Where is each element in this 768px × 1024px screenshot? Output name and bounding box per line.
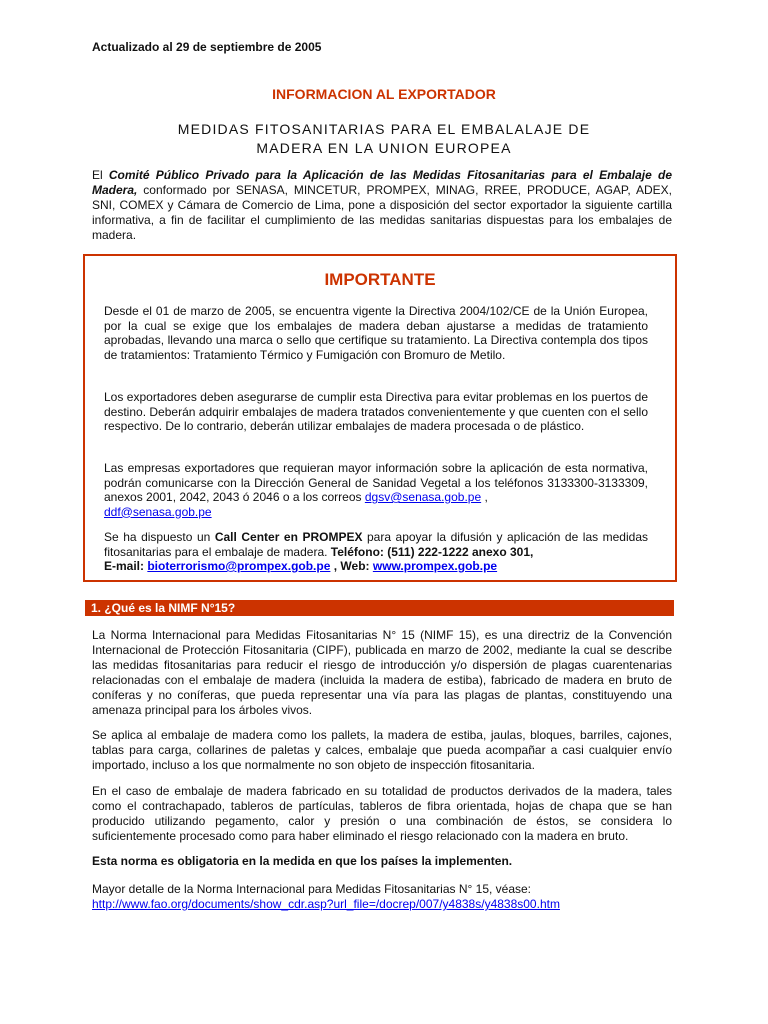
web-label: , Web: xyxy=(330,559,373,573)
subtitle xyxy=(0,120,768,158)
email-separator: , xyxy=(481,490,488,504)
email-link-prompex[interactable]: bioterrorismo@prompex.gob.pe xyxy=(147,559,331,573)
callcenter-phone: Teléfono: (511) 222-1222 anexo 301, xyxy=(330,544,534,559)
section-heading-nimf: 1. ¿Qué es la NIMF N°15? xyxy=(85,600,674,616)
page-title: INFORMACION AL EXPORTADOR xyxy=(272,86,496,102)
subtitle-line-1: MEDIDAS FITOSANITARIAS PARA EL EMBALALAJE DE xyxy=(177,121,591,137)
subtitle-line-2: MADERA EN LA UNION EUROPEA xyxy=(256,140,512,156)
fao-link[interactable]: http://www.fao.org/documents/show_cdr.asp?url_file=/docrep/007/y4838s/y4838s00.htm xyxy=(92,897,560,911)
mandatory-note: Esta norma es obligatoria en la medida en que los países la implementen. xyxy=(92,854,513,868)
nimf-paragraph-1: La Norma Internacional para Medidas Fitosanitarias N° 15 (NIMF 15), es una directriz de la Convención Internacional de Protección Fitosanitaria (CIPF), publicada en marzo de 2002, mediante la cual se describe las medidas fitosanitarias para reducir el riesgo de introducción y/o dispersión de plagas cuarentenarias relacionadas con el embalaje de madera (incluida la madera de estiba), fabricado de madera en bruto de coníferas y no coníferas, que pueda representar una vía para las plagas de plantas, constituyendo una amenaza principal para los árboles vivos. xyxy=(92,628,672,717)
intro-paragraph xyxy=(92,168,672,243)
important-paragraph-4 xyxy=(104,530,648,574)
contact-text: Las empresas exportadores que requieran mayor información sobre la aplicación de esta normativa, podrán comunicarse con la Dirección General de Sanidad Vegetal a los teléfonos 3133300-3133309, anexos 2001, 2042, 2043 ó 2046 o a los correos xyxy=(104,461,648,504)
important-paragraph-2: Los exportadores deben asegurarse de cumplir esta Directiva para evitar problemas en los puertos de destino. Deberán adquirir embalajes de madera tratados convenientemente y que cuenten con el sello respectivo. De lo contrario, deberán utilizar embalajes de madera procesada o de plástico. xyxy=(104,390,648,433)
callcenter-desc: para apoyar la difusión y aplicación de las medidas fitosanitarias para el embalaje de madera. xyxy=(104,530,648,559)
email-link-ddf[interactable]: ddf@senasa.gob.pe xyxy=(104,504,212,519)
web-link-prompex[interactable]: www.prompex.gob.pe xyxy=(372,559,498,573)
callcenter-name: Call Center en PROMPEX xyxy=(214,530,363,544)
important-paragraph-3 xyxy=(104,461,648,519)
updated-date: Actualizado al 29 de septiembre de 2005 xyxy=(92,40,322,54)
committee-name: Comité Público Privado para la Aplicación de las Medidas Fitosanitarias para el Embalaje de Madera, xyxy=(92,168,672,197)
email-label: E-mail: xyxy=(104,559,148,573)
more-info xyxy=(92,882,672,912)
intro-prefix: El xyxy=(92,168,109,182)
important-paragraph-1: Desde el 01 de marzo de 2005, se encuentra vigente la Directiva 2004/102/CE de la Unión Europea, por la cual se exige que los embalajes de madera deban ajustarse a medidas de tratamiento aprobadas, llevando una marca o sello que certifique su tratamiento. La Directiva contempla dos tipos de tratamientos: Tratamiento Térmico y Fumigación con Bromuro de Metilo. xyxy=(104,304,648,362)
intro-rest: conformado por SENASA, MINCETUR, PROMPEX, MINAG, RREE, PRODUCE, AGAP, ADEX, SNI, COMEX y Cámara de Comercio de Lima, pone a disposición del sector exportador la siguiente cartilla informativa, a fin de facilitar el cumplimiento de las medidas sanitarias dispuestas para los embalajes de madera. xyxy=(92,183,672,242)
nimf-paragraph-3: En el caso de embalaje de madera fabricado en su totalidad de productos derivados de la madera, tales como el contrachapado, tableros de partículas, tableros de fibra orientada, hojas de chapa que se han producido utilizando pegamento, calor y presión o una combinación de éstos, se considera lo suficientemente procesado como para haber eliminado el riesgo relacionado con la madera en bruto. xyxy=(92,784,672,843)
nimf-paragraph-2: Se aplica al embalaje de madera como los pallets, la madera de estiba, jaulas, bloques, barriles, cajones, tablas para carga, collarines de paletas y calces, embalaje que pueda acompañar a casi cualquier envío importado, incluso a los que normalmente no son objeto de inspección fitosanitaria. xyxy=(92,728,672,772)
more-info-text: Mayor detalle de la Norma Internacional para Medidas Fitosanitarias N° 15, véase: xyxy=(92,882,532,896)
important-box xyxy=(83,254,677,582)
email-link-dgsv[interactable]: dgsv@senasa.gob.pe xyxy=(364,490,482,504)
callcenter-intro: Se ha dispuesto un xyxy=(104,530,215,544)
important-title: IMPORTANTE xyxy=(324,270,436,289)
